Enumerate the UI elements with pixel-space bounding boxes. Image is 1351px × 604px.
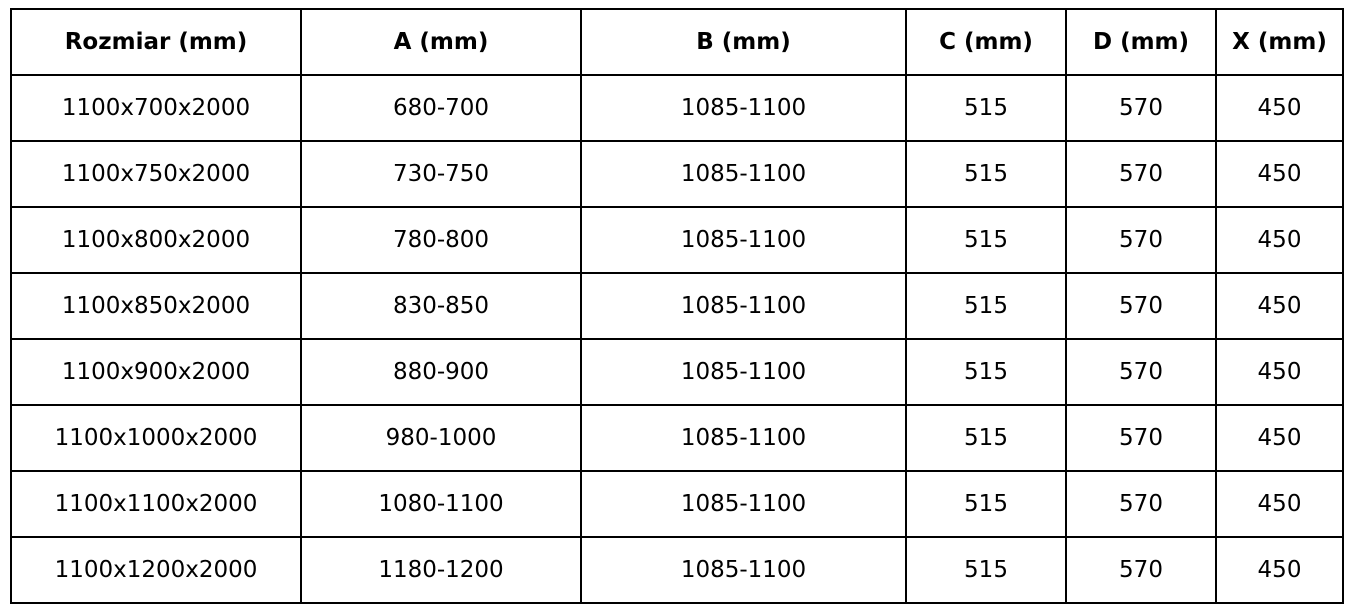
cell-d: 570 <box>1066 75 1216 141</box>
table-row <box>11 405 1343 471</box>
cell-a: 980-1000 <box>301 405 581 471</box>
cell-c: 515 <box>906 75 1066 141</box>
cell-size: 1100x900x2000 <box>11 339 301 405</box>
column-header-x: X (mm) <box>1216 9 1343 75</box>
cell-x: 450 <box>1216 75 1343 141</box>
cell-a: 780-800 <box>301 207 581 273</box>
cell-b: 1085-1100 <box>581 207 906 273</box>
dimensions-table <box>10 8 1344 604</box>
cell-size: 1100x1200x2000 <box>11 537 301 603</box>
column-header-b: B (mm) <box>581 9 906 75</box>
cell-x: 450 <box>1216 537 1343 603</box>
cell-d: 570 <box>1066 537 1216 603</box>
cell-d: 570 <box>1066 339 1216 405</box>
table-row <box>11 75 1343 141</box>
cell-size: 1100x1000x2000 <box>11 405 301 471</box>
cell-b: 1085-1100 <box>581 471 906 537</box>
column-header-size: Rozmiar (mm) <box>11 9 301 75</box>
cell-a: 880-900 <box>301 339 581 405</box>
cell-size: 1100x800x2000 <box>11 207 301 273</box>
cell-d: 570 <box>1066 273 1216 339</box>
cell-a: 730-750 <box>301 141 581 207</box>
cell-a: 1080-1100 <box>301 471 581 537</box>
cell-x: 450 <box>1216 207 1343 273</box>
cell-size: 1100x850x2000 <box>11 273 301 339</box>
cell-c: 515 <box>906 273 1066 339</box>
cell-x: 450 <box>1216 405 1343 471</box>
cell-c: 515 <box>906 339 1066 405</box>
cell-a: 830-850 <box>301 273 581 339</box>
column-header-d: D (mm) <box>1066 9 1216 75</box>
cell-a: 680-700 <box>301 75 581 141</box>
cell-size: 1100x700x2000 <box>11 75 301 141</box>
table-row <box>11 207 1343 273</box>
cell-c: 515 <box>906 537 1066 603</box>
table-body <box>11 75 1343 603</box>
cell-d: 570 <box>1066 141 1216 207</box>
table-row <box>11 537 1343 603</box>
cell-size: 1100x1100x2000 <box>11 471 301 537</box>
cell-x: 450 <box>1216 273 1343 339</box>
table-row <box>11 339 1343 405</box>
table-row <box>11 273 1343 339</box>
cell-d: 570 <box>1066 471 1216 537</box>
cell-a: 1180-1200 <box>301 537 581 603</box>
cell-c: 515 <box>906 141 1066 207</box>
cell-x: 450 <box>1216 141 1343 207</box>
cell-b: 1085-1100 <box>581 75 906 141</box>
table-row <box>11 141 1343 207</box>
cell-x: 450 <box>1216 471 1343 537</box>
table-row <box>11 471 1343 537</box>
table-header <box>11 9 1343 75</box>
cell-b: 1085-1100 <box>581 537 906 603</box>
cell-b: 1085-1100 <box>581 141 906 207</box>
cell-b: 1085-1100 <box>581 405 906 471</box>
column-header-a: A (mm) <box>301 9 581 75</box>
cell-b: 1085-1100 <box>581 273 906 339</box>
column-header-c: C (mm) <box>906 9 1066 75</box>
cell-c: 515 <box>906 207 1066 273</box>
cell-c: 515 <box>906 471 1066 537</box>
cell-d: 570 <box>1066 405 1216 471</box>
cell-b: 1085-1100 <box>581 339 906 405</box>
cell-c: 515 <box>906 405 1066 471</box>
cell-d: 570 <box>1066 207 1216 273</box>
cell-x: 450 <box>1216 339 1343 405</box>
table-header-row <box>11 9 1343 75</box>
cell-size: 1100x750x2000 <box>11 141 301 207</box>
